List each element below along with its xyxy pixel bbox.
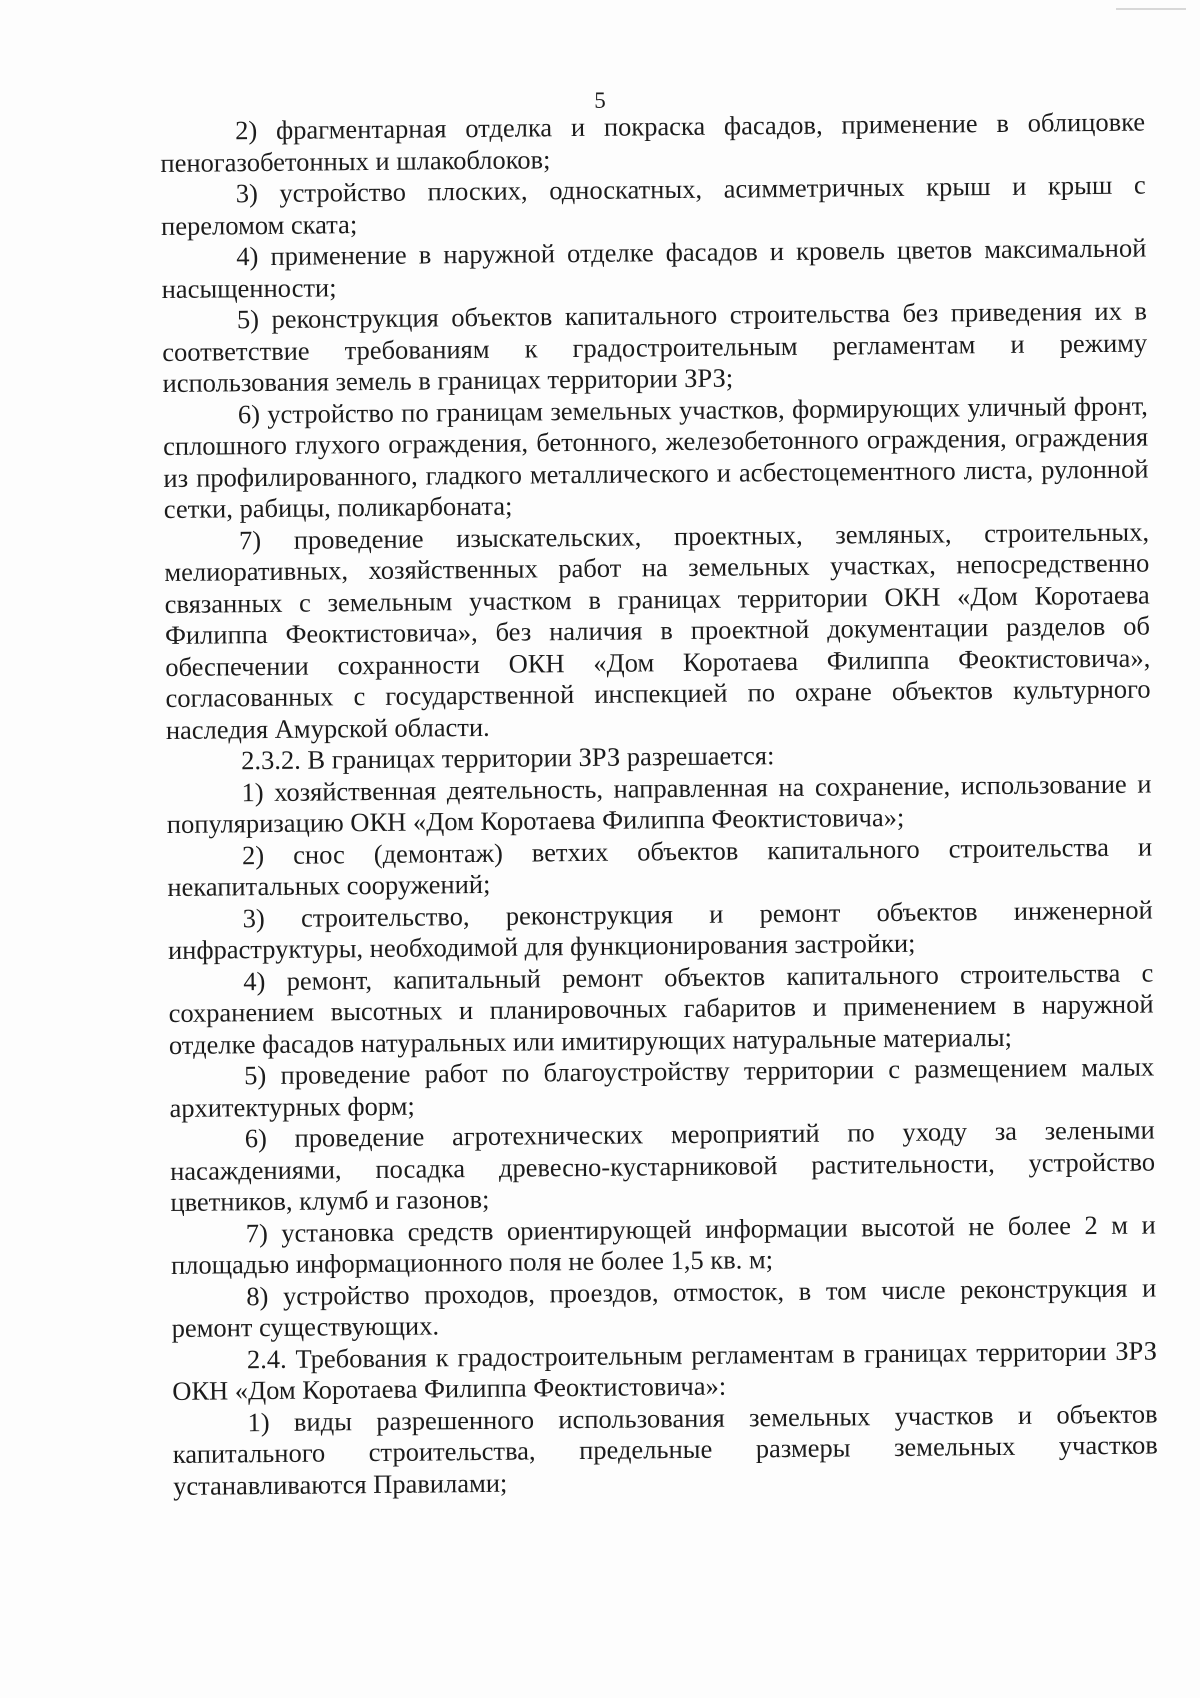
paragraph: 3) строительство, реконструкция и ремонт объектов инженерной инфраструктуры, необходимой для функционирования застройки; bbox=[167, 894, 1153, 965]
document-body bbox=[160, 107, 1158, 1502]
paragraph: 4) применение в наружной отделке фасадов и кровель цветов максимальной насыщенности; bbox=[161, 232, 1147, 304]
scan-mark bbox=[1116, 8, 1186, 10]
paragraph: 6) устройство по границам земельных участков, формирующих уличный фронт, сплошного глухого ограждения, бетонного, железобетонного ограждения, ограждения из профилированного, гладкого металлического и асбестоцементного листа, рулонной сетки, рабицы, поликарбоната; bbox=[163, 390, 1149, 524]
paragraph: 4) ремонт, капитальный ремонт объектов капитального строительства с сохранением высотных и планировочных габаритов и применением в наружной отделке фасадов натуральных или имитирующих натуральные материалы; bbox=[168, 957, 1154, 1060]
paragraph: 2) снос (демонтаж) ветхих объектов капитального строительства и некапитальных сооружений; bbox=[167, 831, 1153, 902]
section-heading: 2.3.2. В границах территории ЗРЗ разрешается: bbox=[241, 740, 775, 776]
paragraph: 6) проведение агротехнических мероприятий по уходу за зелеными насаждениями, посадка древесно-кустарниковой растительности, устройство цветников, клумб и газонов; bbox=[169, 1114, 1156, 1217]
paragraph: 2) фрагментарная отделка и покраска фасадов, применение в облицовке пеногазобетонных и шлакоблоков; bbox=[160, 106, 1146, 178]
paragraph: 7) проведение изыскательских, проектных, земляных, строительных, мелиоративных, хозяйственных работ на земельных участках, непосредственно связанных с земельным участком в границах территории ОКН «Дом Коротаева Филиппа Феоктистовича», без наличия в проектной документации разделов об обеспечении сохранности ОКН «Дом Коротаева Филиппа Феоктистовича», согласованных с государственной инспекцией по охране объектов культурного наследия Амурской области. bbox=[164, 516, 1151, 745]
paragraph: 8) устройство проходов, проездов, отмосток, в том числе реконструкция и ремонт существующих. bbox=[171, 1271, 1157, 1343]
paragraph: 5) реконструкция объектов капитального строительства без приведения их в соответствие требованиям к градостроительным регламентам и режиму использования земель в границах территории ЗРЗ; bbox=[162, 295, 1148, 398]
paragraph: 7) установка средств ориентирующей информации высотой не более 2 м и площадью информационного поля не более 1,5 кв. м; bbox=[170, 1208, 1156, 1280]
page-number: 5 bbox=[594, 88, 606, 113]
paragraph: 5) проведение работ по благоустройству территории с размещением малых архитектурных форм; bbox=[169, 1051, 1155, 1123]
paragraph: 1) виды разрешенного использования земельных участков и объектов капитального строительства, предельные размеры земельных участков устанавливаются Правилами; bbox=[172, 1397, 1158, 1501]
paragraph: 1) хозяйственная деятельность, направленная на сохранение, использование и популяризацию ОКН «Дом Коротаева Филиппа Феоктистовича»; bbox=[166, 768, 1152, 839]
paragraph: 3) устройство плоских, односкатных, асимметричных крыш и крыш с переломом ската; bbox=[160, 169, 1146, 241]
section-heading: 2.4. Требования к градостроительным регламентам в границах территории ЗРЗ ОКН «Дом Коротаева Филиппа Феоктистовича»: bbox=[172, 1334, 1158, 1406]
